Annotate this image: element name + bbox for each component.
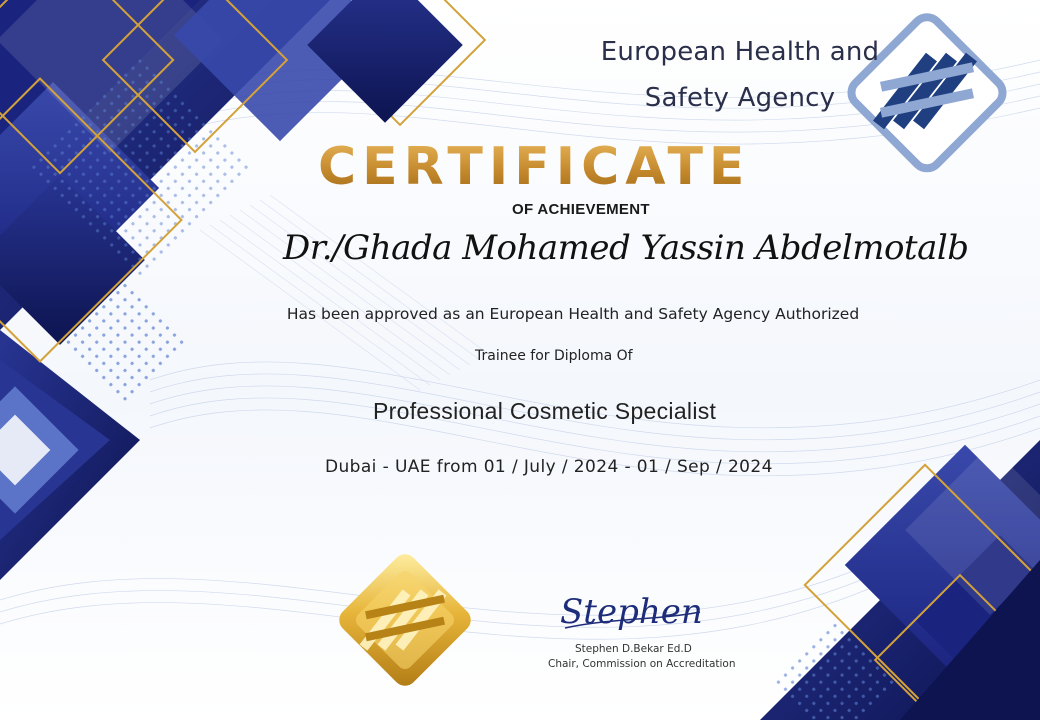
signature: Stephen — [560, 592, 703, 632]
gold-seal-icon — [334, 549, 475, 690]
organization-name-line1: European Health and — [600, 37, 880, 67]
location-dates: Dubai - UAE from 01 / July / 2024 - 01 / Sep / 2024 — [325, 457, 773, 477]
approval-statement: Has been approved as an European Health and Safety Agency Authorized — [286, 305, 860, 323]
certificate-title: CERTIFICATE — [318, 137, 751, 197]
signatory-name: Stephen D.Bekar Ed.D — [575, 643, 692, 655]
certificate-subtitle: OF ACHIEVEMENT — [512, 201, 650, 218]
recipient-name: Dr./Ghada Mohamed Yassin Abdelmotalb — [283, 228, 969, 268]
course-name: Professional Cosmetic Specialist — [373, 398, 717, 424]
diploma-statement: Trainee for Diploma Of — [475, 348, 633, 364]
organization-name-line2: Safety Agency — [644, 83, 836, 113]
signatory-title: Chair, Commission on Accreditation — [548, 658, 736, 670]
